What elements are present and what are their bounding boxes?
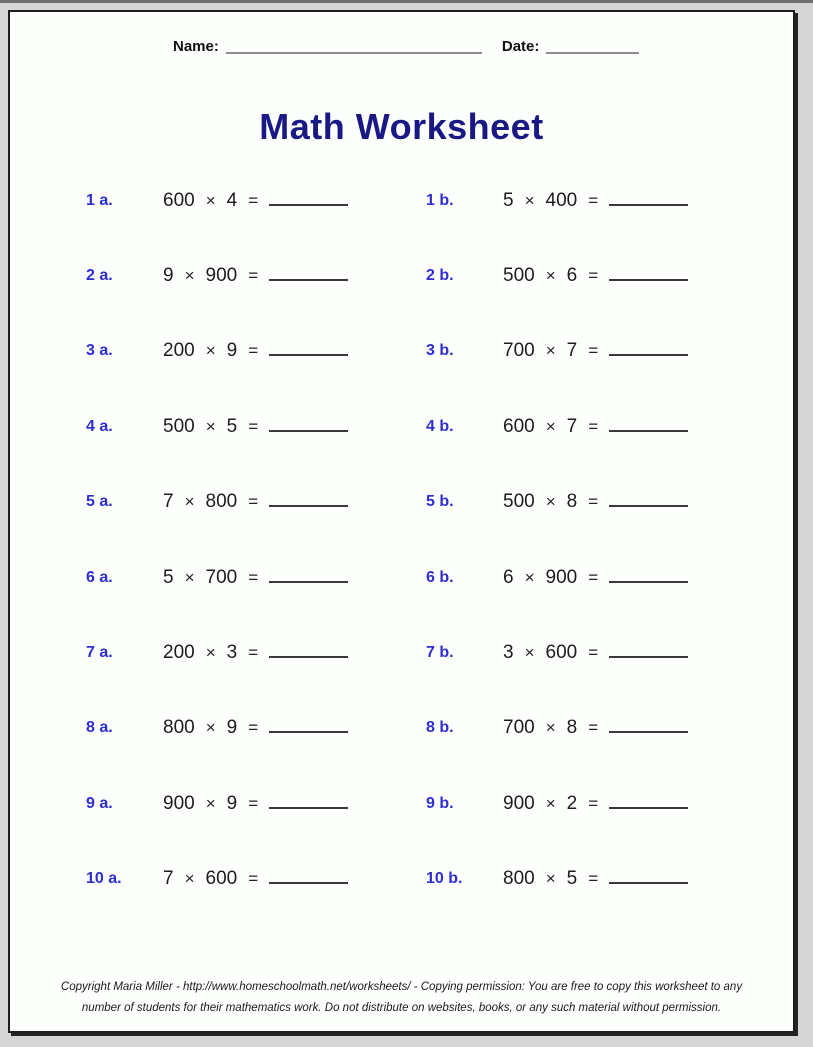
factor-2: 3	[226, 642, 238, 664]
factor-1: 700	[503, 717, 535, 739]
problem-label-8a: 8 a.	[86, 719, 113, 737]
problem-label-10a: 10 a.	[86, 870, 122, 888]
times-icon: ×	[545, 416, 556, 436]
equals-icon: =	[248, 643, 259, 663]
equals-icon: =	[588, 567, 599, 587]
factor-1: 7	[163, 868, 174, 890]
factor-1: 7	[163, 491, 174, 513]
answer-blank-2b[interactable]	[609, 266, 688, 281]
factor-2: 9	[226, 792, 238, 814]
factor-2: 600	[205, 868, 238, 890]
problem-label-2a: 2 a.	[86, 267, 113, 285]
times-icon: ×	[524, 643, 535, 663]
times-icon: ×	[184, 869, 195, 889]
times-icon: ×	[184, 492, 195, 512]
times-icon: ×	[545, 869, 556, 889]
equals-icon: =	[588, 718, 599, 738]
answer-blank-8b[interactable]	[609, 718, 688, 733]
problem-4a	[163, 416, 426, 438]
problem-6a	[163, 567, 426, 589]
equals-icon: =	[588, 793, 599, 813]
answer-blank-1b[interactable]	[609, 191, 688, 206]
times-icon: ×	[205, 416, 216, 436]
equals-icon: =	[248, 567, 259, 587]
answer-blank-7a[interactable]	[269, 643, 348, 658]
problem-label-7b: 7 b.	[426, 644, 454, 662]
problem-row-4	[10, 389, 793, 464]
problem-label-9b: 9 b.	[426, 794, 454, 812]
problem-10a	[163, 868, 426, 890]
equals-icon: =	[588, 266, 599, 286]
problem-label-2b: 2 b.	[426, 267, 454, 285]
worksheet-page	[8, 10, 795, 1033]
problem-label-6a: 6 a.	[86, 568, 113, 586]
equals-icon: =	[248, 190, 259, 210]
answer-blank-6b[interactable]	[609, 568, 688, 583]
times-icon: ×	[524, 567, 535, 587]
factor-1: 600	[503, 415, 535, 437]
times-icon: ×	[545, 793, 556, 813]
equals-icon: =	[588, 190, 599, 210]
problem-row-6	[10, 540, 793, 615]
problem-8a	[163, 717, 426, 739]
problem-row-9	[10, 766, 793, 841]
equals-icon: =	[588, 643, 599, 663]
equals-icon: =	[588, 492, 599, 512]
factor-2: 9	[226, 717, 238, 739]
problem-9b	[503, 793, 688, 815]
problem-label-3b: 3 b.	[426, 342, 454, 360]
factor-1: 900	[163, 792, 195, 814]
problem-label-6b: 6 b.	[426, 568, 454, 586]
problem-label-1a: 1 a.	[86, 191, 113, 209]
problem-4b	[503, 416, 688, 438]
equals-icon: =	[248, 492, 259, 512]
times-icon: ×	[205, 341, 216, 361]
factor-2: 6	[566, 265, 578, 287]
factor-1: 3	[503, 642, 514, 664]
problem-row-8	[10, 691, 793, 766]
factor-2: 7	[566, 340, 578, 362]
copyright-footer	[10, 977, 793, 1019]
factor-1: 800	[503, 868, 535, 890]
factor-2: 9	[226, 340, 238, 362]
answer-blank-5b[interactable]	[609, 492, 688, 507]
problem-7b	[503, 642, 688, 664]
problem-row-1	[10, 163, 793, 238]
equals-icon: =	[248, 266, 259, 286]
problem-row-5	[10, 465, 793, 540]
problems-grid	[10, 163, 793, 917]
problem-label-9a: 9 a.	[86, 794, 113, 812]
problem-10b	[503, 868, 688, 890]
times-icon: ×	[205, 718, 216, 738]
equals-icon: =	[248, 869, 259, 889]
problem-label-8b: 8 b.	[426, 719, 454, 737]
factor-1: 900	[503, 792, 535, 814]
answer-blank-7b[interactable]	[609, 643, 688, 658]
factor-1: 600	[163, 189, 195, 211]
answer-blank-4a[interactable]	[269, 417, 348, 432]
factor-1: 5	[163, 566, 174, 588]
problem-1b	[503, 190, 688, 212]
times-icon: ×	[205, 190, 216, 210]
answer-blank-10a[interactable]	[269, 869, 348, 884]
factor-2: 600	[545, 642, 578, 664]
problem-label-4b: 4 b.	[426, 417, 454, 435]
problem-1a	[163, 190, 426, 212]
answer-blank-9a[interactable]	[269, 794, 348, 809]
times-icon: ×	[545, 718, 556, 738]
problem-7a	[163, 642, 426, 664]
factor-2: 5	[226, 415, 238, 437]
factor-1: 200	[163, 642, 195, 664]
factor-2: 4	[226, 189, 238, 211]
times-icon: ×	[545, 492, 556, 512]
equals-icon: =	[248, 793, 259, 813]
equals-icon: =	[248, 718, 259, 738]
factor-1: 500	[503, 265, 535, 287]
answer-blank-3a[interactable]	[269, 341, 348, 356]
problem-3a	[163, 340, 426, 362]
times-icon: ×	[524, 190, 535, 210]
factor-1: 9	[163, 265, 174, 287]
problem-5a	[163, 491, 426, 513]
factor-2: 700	[205, 566, 238, 588]
problem-label-3a: 3 a.	[86, 342, 113, 360]
answer-blank-8a[interactable]	[269, 718, 348, 733]
problem-row-2	[10, 238, 793, 313]
equals-icon: =	[588, 416, 599, 436]
date-label: Date:	[501, 38, 540, 55]
times-icon: ×	[205, 643, 216, 663]
equals-icon: =	[248, 416, 259, 436]
problem-label-5a: 5 a.	[86, 493, 113, 511]
factor-1: 700	[503, 340, 535, 362]
times-icon: ×	[545, 266, 556, 286]
name-label: Name:	[173, 38, 219, 55]
factor-2: 2	[566, 792, 578, 814]
answer-blank-6a[interactable]	[269, 568, 348, 583]
answer-blank-1a[interactable]	[269, 191, 348, 206]
date-input-line[interactable]	[546, 38, 639, 54]
times-icon: ×	[184, 266, 195, 286]
name-input-line[interactable]	[226, 38, 482, 54]
answer-blank-4b[interactable]	[609, 417, 688, 432]
name-date-header	[173, 38, 639, 55]
answer-blank-2a[interactable]	[269, 266, 348, 281]
times-icon: ×	[545, 341, 556, 361]
problem-8b	[503, 717, 688, 739]
factor-1: 5	[503, 189, 514, 211]
factor-2: 8	[566, 491, 578, 513]
problem-row-3	[10, 314, 793, 389]
factor-1: 500	[503, 491, 535, 513]
problem-label-5b: 5 b.	[426, 493, 454, 511]
answer-blank-5a[interactable]	[269, 492, 348, 507]
factor-1: 6	[503, 566, 514, 588]
factor-2: 900	[205, 265, 238, 287]
factor-2: 5	[566, 868, 578, 890]
factor-2: 8	[566, 717, 578, 739]
problem-9a	[163, 793, 426, 815]
page-title: Math Worksheet	[259, 106, 544, 147]
window-top-edge	[0, 0, 813, 3]
factor-2: 900	[545, 566, 578, 588]
factor-2: 400	[545, 189, 578, 211]
answer-blank-3b[interactable]	[609, 341, 688, 356]
copyright-line-2: number of students for their mathematics work. Do not distribute on websites, books, or any such material without permission.	[81, 1002, 722, 1014]
problem-label-7a: 7 a.	[86, 644, 113, 662]
equals-icon: =	[248, 341, 259, 361]
factor-1: 200	[163, 340, 195, 362]
factor-1: 500	[163, 415, 195, 437]
answer-blank-9b[interactable]	[609, 794, 688, 809]
problem-label-4a: 4 a.	[86, 417, 113, 435]
problem-label-10b: 10 b.	[426, 870, 463, 888]
problem-row-7	[10, 615, 793, 690]
problem-5b	[503, 491, 688, 513]
times-icon: ×	[205, 793, 216, 813]
factor-2: 7	[566, 415, 578, 437]
problem-2a	[163, 265, 426, 287]
problem-3b	[503, 340, 688, 362]
factor-1: 800	[163, 717, 195, 739]
problem-6b	[503, 567, 688, 589]
factor-2: 800	[205, 491, 238, 513]
problem-2b	[503, 265, 688, 287]
equals-icon: =	[588, 341, 599, 361]
copyright-line-1: Copyright Maria Miller - http://www.homeschoolmath.net/worksheets/ - Copying permission: You are free to copy this worksheet to any	[60, 981, 743, 993]
equals-icon: =	[588, 869, 599, 889]
answer-blank-10b[interactable]	[609, 869, 688, 884]
problem-label-1b: 1 b.	[426, 191, 454, 209]
times-icon: ×	[184, 567, 195, 587]
problem-row-10	[10, 842, 793, 917]
